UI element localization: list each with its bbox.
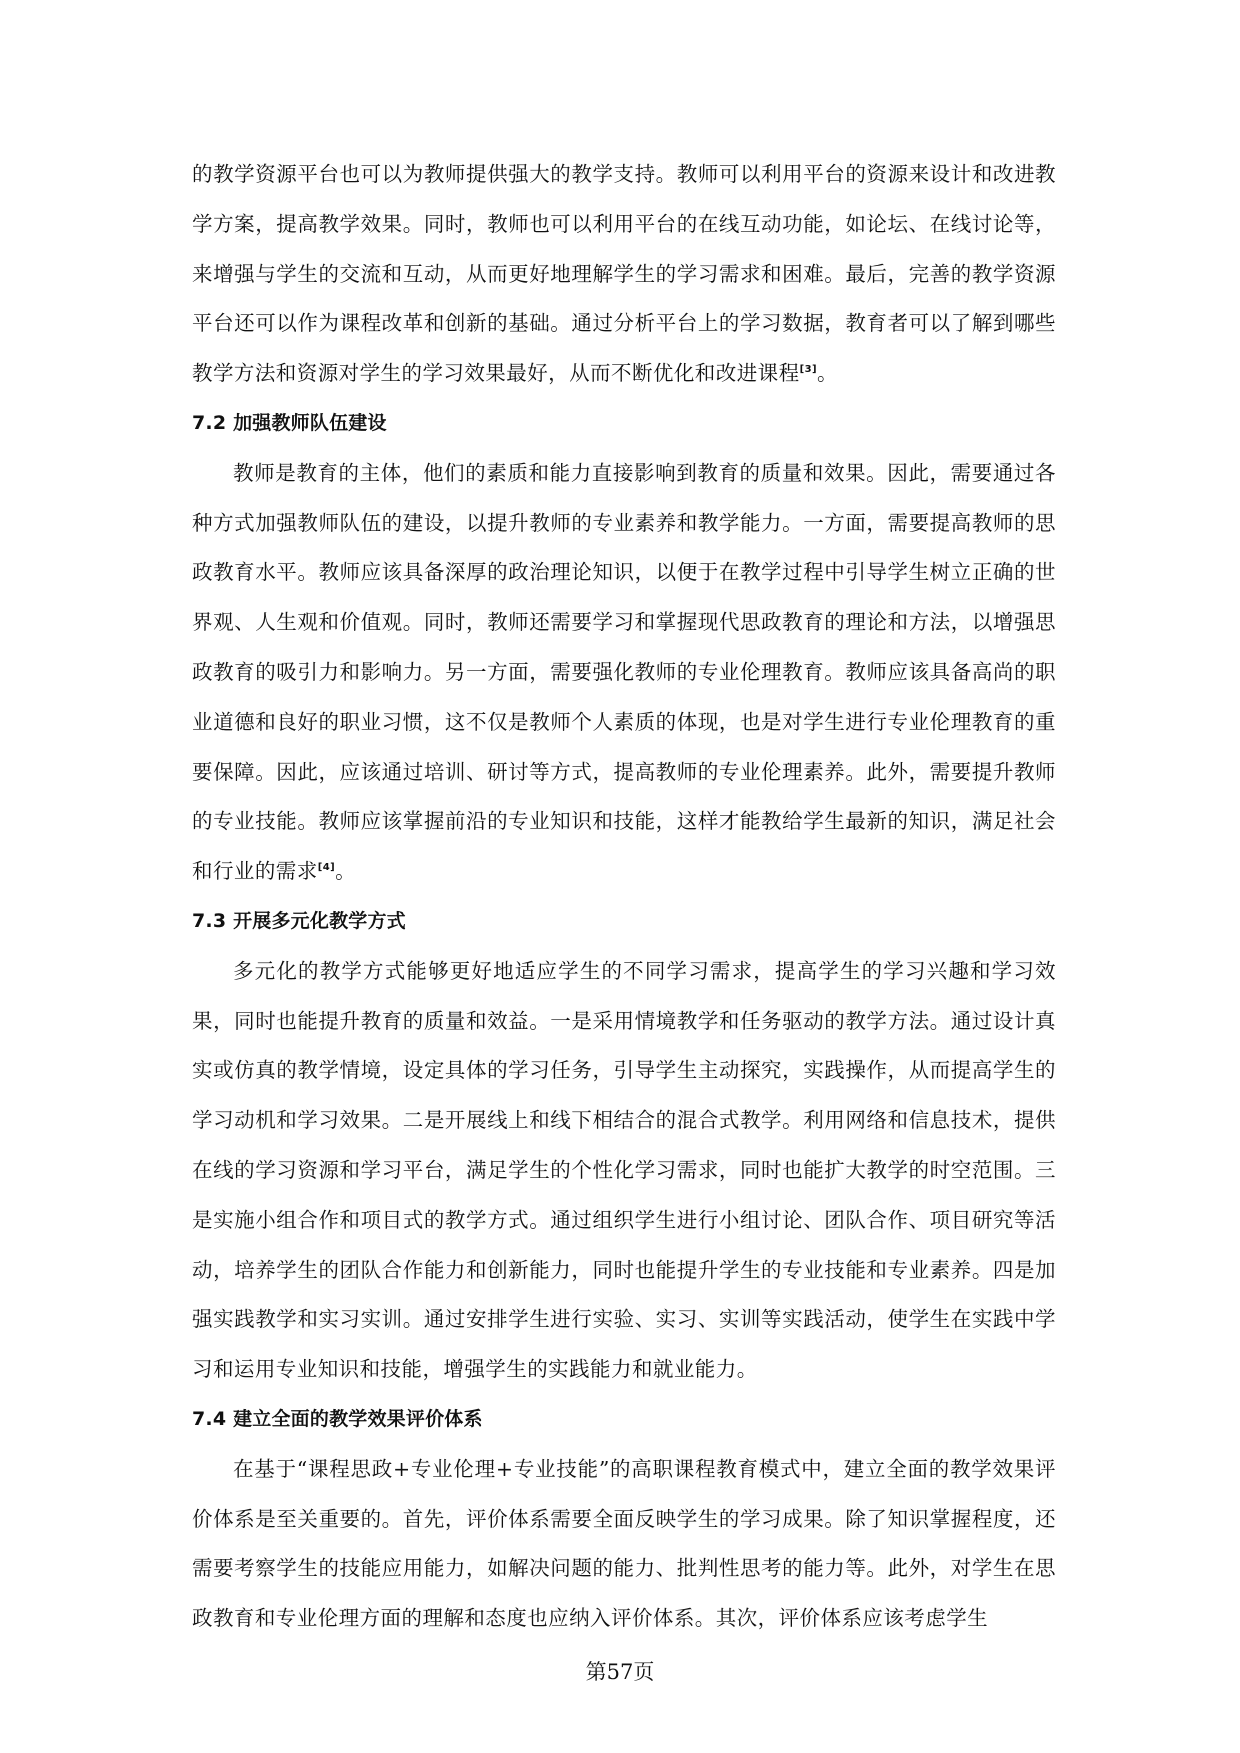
- paragraph-teacher-team: [192, 449, 1056, 897]
- paragraph-text: 教师是教育的主体，他们的素质和能力直接影响到教育的质量和效果。因此，需要通过各种方式加强教师队伍的建设，以提升教师的专业素养和教学能力。一方面，需要提高教师的思政教育水平。教师应该具备深厚的政治理论知识，以便于在教学过程中引导学生树立正确的世界观、人生观和价值观。同时，教师还需要学习和掌握现代思政教育的理论和方法，以增强思政教育的吸引力和影响力。另一方面，需要强化教师的专业伦理教育。教师应该具备高尚的职业道德和良好的职业习惯，这不仅是教师个人素质的体现，也是对学生进行专业伦理教育的重要保障。因此，应该通过培训、研讨等方式，提高教师的专业伦理素养。此外，需要提升教师的专业技能。教师应该掌握前沿的专业知识和技能，这样才能教给学生最新的知识，满足社会和行业的需求: [192, 460, 1056, 884]
- paragraph-tail: 。: [817, 361, 838, 386]
- paragraph-text: 的教学资源平台也可以为教师提供强大的教学支持。教师可以利用平台的资源来设计和改进教学方案，提高教学效果。同时，教师也可以利用平台的在线互动功能，如论坛、在线讨论等，来增强与学生的交流和互动，从而更好地理解学生的学习需求和困难。最后，完善的教学资源平台还可以作为课程改革和创新的基础。通过分析平台上的学习数据，教育者可以了解到哪些教学方法和资源对学生的学习效果最好，从而不断优化和改进课程: [192, 162, 1056, 386]
- paragraph-diverse-teaching: [192, 947, 1056, 1395]
- page-number: 第57页: [585, 1660, 655, 1684]
- paragraph-text: 多元化的教学方式能够更好地适应学生的不同学习需求，提高学生的学习兴趣和学习效果，同时也能提升教育的质量和效益。一是采用情境教学和任务驱动的教学方法。通过设计真实或仿真的教学情境，设定具体的学习任务，引导学生主动探究，实践操作，从而提高学生的学习动机和学习效果。二是开展线上和线下相结合的混合式教学。利用网络和信息技术，提供在线的学习资源和学习平台，满足学生的个性化学习需求，同时也能扩大教学的时空范围。三是实施小组合作和项目式的教学方式。通过组织学生进行小组讨论、团队合作、项目研究等活动，培养学生的团队合作能力和创新能力，同时也能提升学生的专业技能和专业素养。四是加强实践教学和实习实训。通过安排学生进行实验、实习、实训等实践活动，使学生在实践中学习和运用专业知识和技能，增强学生的实践能力和就业能力。: [192, 958, 1056, 1382]
- paragraph-continuation: [192, 150, 1056, 399]
- document-body: [192, 150, 1056, 1644]
- section-heading-7-2: 7.2 加强教师队伍建设: [192, 411, 387, 434]
- paragraph-text: 在基于“课程思政+专业伦理+专业技能”的高职课程教育模式中，建立全面的教学效果评价体系是至关重要的。首先，评价体系需要全面反映学生的学习成果。除了知识掌握程度，还需要考察学生的技能应用能力，如解决问题的能力、批判性思考的能力等。此外，对学生在思政教育和专业伦理方面的理解和态度也应纳入评价体系。其次，评价体系应该考虑学生: [192, 1456, 1056, 1631]
- citation-ref: [3]: [799, 364, 818, 376]
- section-heading-7-4: 7.4 建立全面的教学效果评价体系: [192, 1407, 483, 1430]
- citation-ref: [4]: [317, 862, 336, 874]
- paragraph-tail: 。: [335, 859, 357, 884]
- section-heading-7-3: 7.3 开展多元化教学方式: [192, 909, 406, 932]
- paragraph-evaluation-system: [192, 1445, 1056, 1644]
